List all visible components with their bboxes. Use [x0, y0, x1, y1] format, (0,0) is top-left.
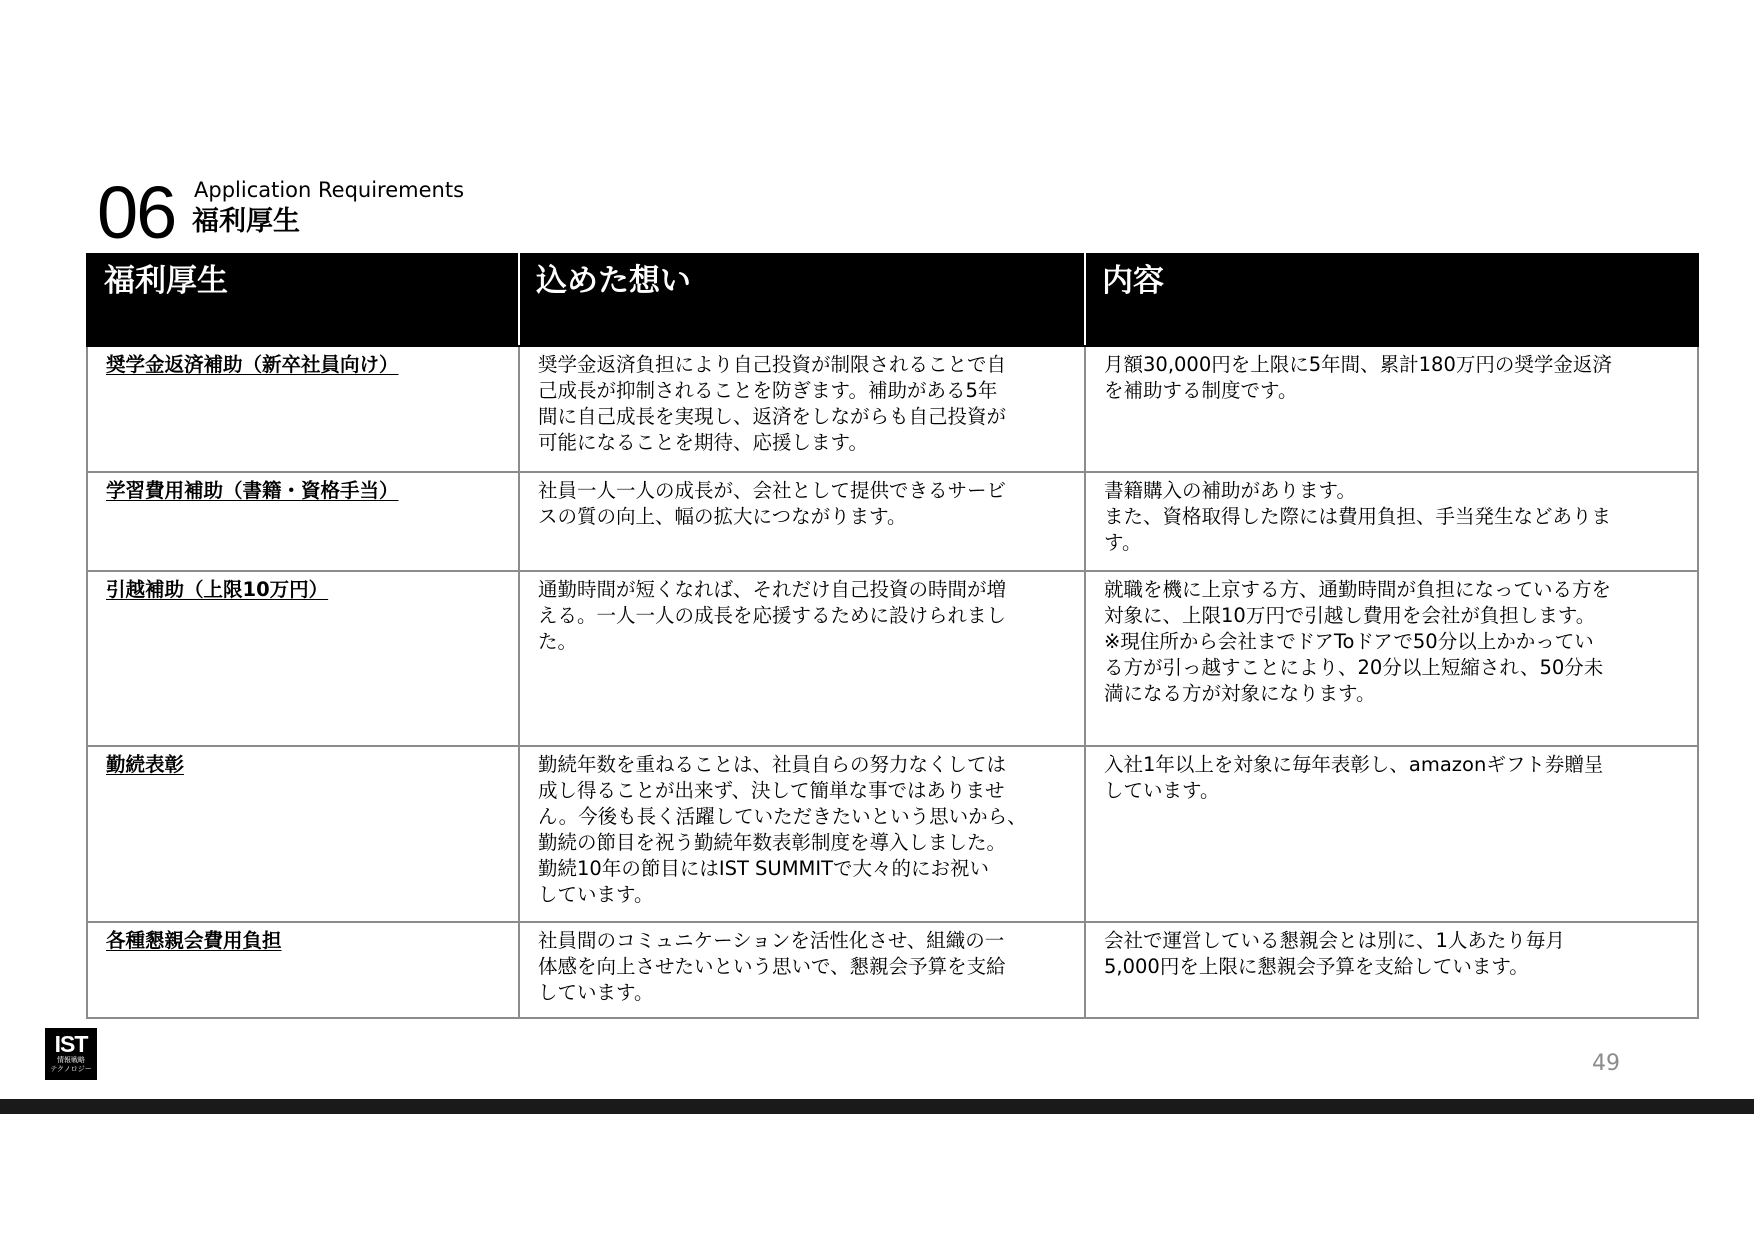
- benefit-name: 勤続表彰: [106, 753, 185, 776]
- intent-text: 通勤時間が短くなれば、それだけ自己投資の時間が増 える。一人一人の成長を応援するために設けられまし た。: [538, 578, 1007, 653]
- table-row: [87, 472, 1698, 571]
- section-number: 06: [97, 171, 176, 254]
- content-cell: [1085, 571, 1698, 746]
- column-header-benefit: 福利厚生: [87, 254, 519, 346]
- content-cell: [1085, 922, 1698, 1018]
- benefit-name-cell: [87, 346, 519, 472]
- table-row: [87, 346, 1698, 472]
- intent-text: 勤続年数を重ねることは、社員自らの努力なくしては 成し得ることが出来ず、決して簡単な事ではありませ ん。今後も長く活躍していただきたいという思いから、 勤続の節目を祝う勤続年数表彰制度を導入しました。 勤続10年の節目にはIST SUMMITで大々的にお祝い しています。: [538, 753, 1027, 906]
- intent-cell: [519, 472, 1085, 571]
- content-text: 就職を機に上京する方、通勤時間が負担になっている方を 対象に、上限10万円で引越し費用を会社が負担します。 ※現住所から会社までドアToドアで50分以上かかってい る方が引っ越すことにより、20分以上短縮され、50分未 満になる方が対象になります。: [1104, 578, 1612, 705]
- content-cell: [1085, 746, 1698, 922]
- benefit-name-cell: [87, 472, 519, 571]
- page-number: 49: [1592, 1051, 1620, 1076]
- intent-text: 奨学金返済負担により自己投資が制限されることで自 己成長が抑制されることを防ぎます。補助がある5年 間に自己成長を実現し、返済をしながらも自己投資が 可能になることを期待、応援します。: [538, 353, 1007, 454]
- intent-text: 社員間のコミュニケーションを活性化させ、組織の一 体感を向上させたいという思いで、懇親会予算を支給 しています。: [538, 929, 1006, 1004]
- intent-cell: [519, 571, 1085, 746]
- benefits-table: [86, 253, 1699, 1019]
- content-cell: [1085, 472, 1698, 571]
- benefit-name: 引越補助（上限10万円）: [106, 578, 329, 601]
- section-title: 福利厚生: [192, 206, 300, 237]
- benefit-name: 学習費用補助（書籍・資格手当）: [106, 479, 399, 502]
- content-text: 書籍購入の補助があります。 また、資格取得した際には費用負担、手当発生などありま す。: [1104, 479, 1612, 554]
- benefit-name-cell: [87, 922, 519, 1018]
- logo-mark: IST: [54, 1031, 88, 1057]
- table-row: [87, 571, 1698, 746]
- bottom-bar: [0, 1099, 1754, 1114]
- logo-subtext-line1: 情報戦略: [57, 1056, 85, 1064]
- benefit-name: 奨学金返済補助（新卒社員向け）: [106, 353, 399, 376]
- content-text: 月額30,000円を上限に5年間、累計180万円の奨学金返済 を補助する制度です。: [1104, 353, 1612, 402]
- table-row: [87, 922, 1698, 1018]
- logo-subtext-line2: テクノロジー: [50, 1065, 92, 1073]
- table-header-row: [87, 254, 1698, 346]
- column-header-content: 内容: [1085, 254, 1698, 346]
- column-header-intent: 込めた想い: [519, 254, 1085, 346]
- intent-cell: [519, 746, 1085, 922]
- intent-cell: [519, 346, 1085, 472]
- benefit-name: 各種懇親会費用負担: [106, 929, 282, 952]
- table-row: [87, 746, 1698, 922]
- benefit-name-cell: [87, 746, 519, 922]
- intent-cell: [519, 922, 1085, 1018]
- content-cell: [1085, 346, 1698, 472]
- benefit-name-cell: [87, 571, 519, 746]
- content-text: 会社で運営している懇親会とは別に、1人あたり毎月 5,000円を上限に懇親会予算を支給しています。: [1104, 929, 1565, 978]
- section-subtitle-en: Application Requirements: [194, 178, 465, 202]
- company-logo: [45, 1028, 97, 1080]
- intent-text: 社員一人一人の成長が、会社として提供できるサービ スの質の向上、幅の拡大につながります。: [538, 479, 1007, 528]
- content-text: 入社1年以上を対象に毎年表彰し、amazonギフト券贈呈 しています。: [1104, 753, 1604, 802]
